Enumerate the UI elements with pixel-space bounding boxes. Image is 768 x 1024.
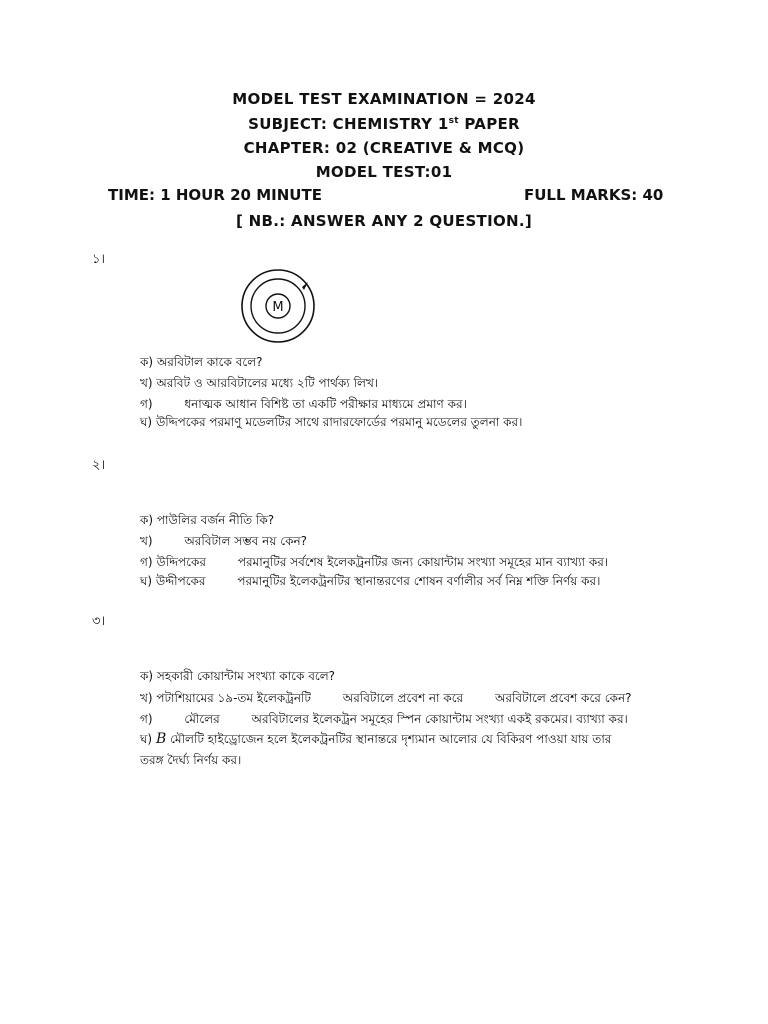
q1-line-c: [140, 396, 467, 416]
q1-a-text: অরবিটাল কাকে বলে?: [156, 355, 263, 369]
q1-line-b: [140, 375, 378, 395]
q3-c-prefix: গ): [140, 712, 153, 726]
q1-c-text: ধনাত্মক আধান বিশিষ্ট তা একটি পরীক্ষার মাধ্যমে প্রমাণ কর।: [184, 397, 467, 411]
q3-line-d: [140, 731, 611, 751]
time-label: TIME: 1 HOUR 20 MINUTE: [108, 186, 322, 204]
q3-line-d-cont: [140, 752, 241, 772]
q2-line-b: [140, 533, 307, 553]
q3-line-c: [140, 711, 628, 731]
q1-d-text: উদ্দিপকের পরমাণু মডেলটির সাথে রাদারফোর্ডের পরমানু মডেলের তুলনা কর।: [155, 415, 523, 429]
q2-line-c: [140, 554, 608, 574]
q3-d-cont-text: তরঙ্গ দৈর্ঘ্য নির্ণয় কর।: [140, 753, 242, 767]
subject-suffix: PAPER: [458, 115, 520, 133]
q1-line-a: [140, 354, 263, 374]
question-number-3: ৩।: [92, 614, 106, 629]
q3-b-mid: অরবিটালে প্রবেশ না করে: [342, 691, 464, 705]
q2-c-text: পরমানুটির সর্বশেষ ইলেকট্রনটির জন্য কোয়ান্টাম সংখ্যা সমূহের মান ব্যাখ্যা কর।: [237, 555, 609, 569]
q3-b-text: অরবিটালে প্রবেশ করে কেন?: [494, 691, 632, 705]
chapter-line: CHAPTER: 02 (CREATIVE & MCQ): [243, 139, 525, 157]
q3-d-symbol: B: [155, 731, 167, 747]
q1-b-text: অরবিট ও আরবিটালের মধ্যে ২টি পার্থক্য লিখ।: [156, 376, 379, 390]
atom-model-diagram: [240, 268, 320, 348]
q2-line-d: [140, 573, 600, 593]
exam-title: MODEL TEST EXAMINATION = 2024: [232, 90, 536, 108]
model-test-line: MODEL TEST:01: [315, 163, 453, 181]
q2-a-text: পাউলির বর্জন নীতি কি?: [156, 513, 275, 527]
q2-b-prefix: খ): [140, 534, 153, 548]
q1-line-d: [140, 414, 522, 434]
q3-c-text: অরবিটালের ইলেকট্রন সমূহের স্পিন কোয়ান্টাম সংখ্যা একই রকমের। ব্যাখ্যা কর।: [251, 712, 628, 726]
q2-d-text: পরমানুটির ইলেকট্রনটির স্থানান্তরণের শোষন বর্ণালীর সর্ব নিম্ন শক্তি নির্ণয় কর।: [237, 574, 601, 588]
q2-c-prefix: গ) উদ্দিপকের: [140, 555, 206, 569]
q3-d-prefix: ঘ): [140, 732, 153, 746]
subject-line: [0, 115, 768, 133]
q1-a-prefix: ক): [140, 355, 154, 369]
q3-a-text: সহকারী কোয়ান্টাম সংখ্যা কাকে বলে?: [156, 669, 336, 683]
q3-line-a: [140, 668, 335, 688]
q1-c-prefix: গ): [140, 397, 153, 411]
q3-b-prefix: খ) পটাশিয়ামের ১৯-তম ইলেকট্রনটি: [140, 691, 311, 705]
q2-line-a: [140, 512, 274, 532]
q3-d-text: মৌলটি হাইড্রোজেন হলে ইলেকট্রনটির স্থানান্তরে দৃশ্যমান আলোর যে বিকিরণ পাওয়া যায় তার: [170, 732, 612, 746]
question-number-2: ২।: [92, 458, 106, 473]
instruction-note: [ NB.: ANSWER ANY 2 QUESTION.]: [235, 212, 533, 230]
q3-c-mid: মৌলের: [184, 712, 220, 726]
q2-b-text: অরবিটাল সম্ভব নয় কেন?: [184, 534, 308, 548]
q3-line-b: [140, 690, 632, 710]
subject-superscript: st: [448, 116, 459, 126]
q2-d-prefix: ঘ) উদ্দীপকের: [140, 574, 206, 588]
question-number-1: ১।: [92, 252, 106, 267]
q1-d-prefix: ঘ): [140, 415, 153, 429]
full-marks-label: FULL MARKS: 40: [524, 186, 664, 204]
q1-b-prefix: খ): [140, 376, 153, 390]
subject-text: SUBJECT: CHEMISTRY 1: [248, 115, 449, 133]
nucleus-label: M: [272, 300, 284, 315]
q3-a-prefix: ক): [140, 669, 154, 683]
q2-a-prefix: ক): [140, 513, 154, 527]
